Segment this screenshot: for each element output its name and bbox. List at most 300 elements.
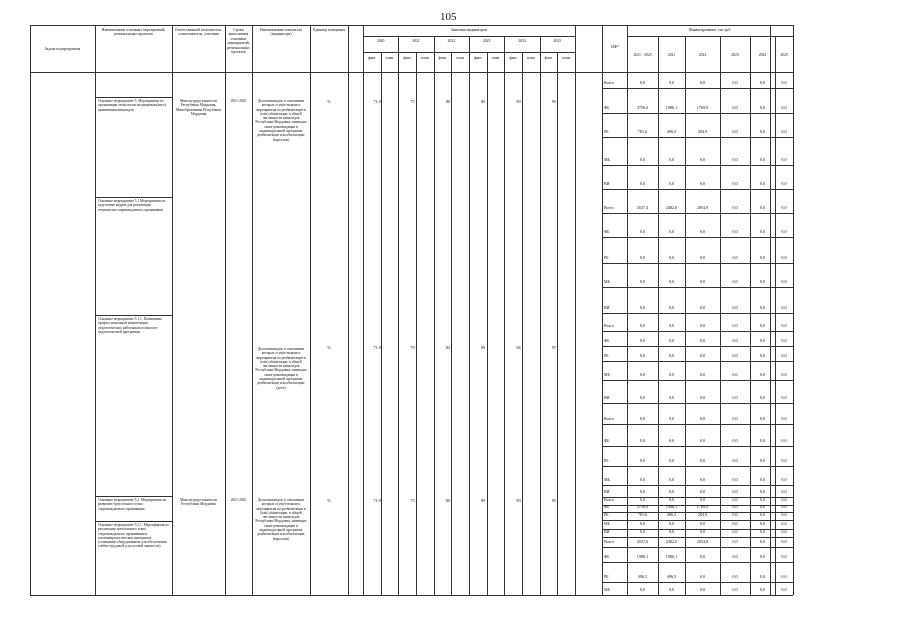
- finance-value: 2482,6: [665, 539, 678, 544]
- finance-value: 0,0: [781, 504, 787, 509]
- finance-source-label: ФБ: [604, 438, 610, 443]
- column-rule: [398, 36, 399, 595]
- finance-value: 0,0: [668, 372, 675, 377]
- finance-value: 284,9: [697, 129, 708, 134]
- finance-value: 0,0: [781, 521, 787, 526]
- header-values-group: Значения индикаторов: [450, 28, 488, 32]
- finance-value: 0,0: [639, 497, 646, 502]
- finance-value: 0,0: [699, 305, 706, 310]
- finance-value: 0,0: [668, 229, 675, 234]
- finance-value: 0,0: [732, 489, 738, 494]
- sub-header-plan: план: [456, 56, 464, 60]
- finance-value: 0,0: [699, 489, 706, 494]
- finance-value: 2482,6: [665, 205, 678, 210]
- terms-text: 2021-2025: [230, 498, 247, 502]
- finance-value: 0,0: [668, 353, 675, 358]
- indicator-value: 85: [481, 498, 486, 503]
- finance-value: 0,0: [759, 181, 766, 186]
- finance-value: 0,0: [781, 105, 787, 110]
- terms-text: 2021-2025: [230, 99, 247, 103]
- indicator-name: Доля инвалидов, в отношении которых осуществлялись мероприятия по реабилитации в (или) абилитации, в общей численности инвалидов Республики Мордовия, имеющих такие рекомендации в индивидуальной программе реабилитации или абилитации (взрослые): [255, 99, 307, 142]
- finance-value: 0,0: [699, 338, 706, 343]
- finance-value: 0,0: [639, 353, 646, 358]
- finance-value: 0,0: [781, 205, 787, 210]
- column-rule: [469, 36, 470, 595]
- column-rule: [504, 36, 505, 595]
- finance-value: 0,0: [759, 338, 766, 343]
- measure-name: Основное мероприятие 5.1.1. Повышение профессиональной компетенции педагогических работников психолого-педагогической программы: [98, 317, 162, 334]
- finance-value: 0,0: [699, 279, 706, 284]
- finance-value: 0,0: [732, 416, 738, 421]
- finance-value: 781,6: [637, 129, 648, 134]
- finance-value: 0,0: [759, 416, 766, 421]
- value-year-header: 2022: [447, 39, 456, 43]
- finance-value: 0,0: [668, 458, 675, 463]
- finance-value: 0,0: [759, 353, 766, 358]
- finance-source-label: Всего: [604, 497, 614, 502]
- finance-source-label: ВИ: [604, 529, 610, 534]
- finance-value: 0,0: [732, 80, 738, 85]
- finance-value: 0,0: [781, 539, 787, 544]
- sub-header-plan: план: [527, 56, 535, 60]
- finance-value: 0,0: [759, 574, 766, 579]
- finance-value: 0,0: [759, 529, 766, 534]
- column-rule: [451, 52, 452, 595]
- sub-header-fact: факт: [474, 56, 482, 60]
- row-rule: [602, 287, 793, 288]
- finance-source-label: Всего: [604, 416, 614, 421]
- column-rule: [602, 25, 603, 595]
- finance-value: 3756,0: [636, 105, 649, 110]
- indicator-value: 89: [481, 345, 486, 350]
- finance-value: 0,0: [781, 497, 787, 502]
- finance-value: 0,0: [732, 255, 738, 260]
- indicator-value: 90: [516, 99, 521, 104]
- finance-value: 0,0: [781, 323, 787, 328]
- finance-value: 0,0: [759, 323, 766, 328]
- header-task: Задача подпрограммы: [44, 47, 81, 51]
- finance-value: 0,0: [639, 372, 646, 377]
- finance-value: 0,0: [732, 279, 738, 284]
- column-rule: [540, 36, 541, 595]
- finance-value: 0,0: [668, 181, 675, 186]
- finance-value: 0,0: [732, 353, 738, 358]
- finance-value: 0,0: [759, 477, 766, 482]
- finance-value: 0,0: [639, 279, 646, 284]
- indicator-value: 80: [445, 99, 450, 104]
- row-rule: [602, 485, 793, 486]
- value-year-header: 2020: [376, 39, 385, 43]
- finance-source-label: ФБ: [604, 504, 610, 509]
- finance-value: 0,0: [781, 372, 787, 377]
- row-rule: [602, 165, 793, 166]
- finance-value: 0,0: [759, 255, 766, 260]
- finance-value: 284,9: [697, 512, 708, 517]
- executor-name: Минсоцтруда-занятости Республики Мордовия: [179, 498, 217, 507]
- indicator-value: 71,9: [373, 345, 381, 350]
- measure-name: Основное мероприятие 5. Мероприятия по организации технологии посредником(ного) применения инвалидов: [98, 99, 166, 112]
- finance-value: 0,0: [668, 489, 675, 494]
- finance-value: 0,0: [781, 587, 787, 592]
- row-rule: [627, 36, 793, 37]
- finance-value: 0,0: [759, 521, 766, 526]
- row-rule: [602, 263, 793, 264]
- finance-value: 0,0: [668, 323, 675, 328]
- finance-value: 0,0: [732, 539, 738, 544]
- sub-header-fact: факт: [438, 56, 447, 60]
- finance-value: 496,5: [666, 574, 677, 579]
- finance-value: 0,0: [759, 105, 766, 110]
- finance-value: 0,0: [781, 438, 787, 443]
- finance-value: 0,0: [759, 129, 766, 134]
- row-rule: [602, 137, 793, 138]
- finance-value: 4537,6: [636, 539, 649, 544]
- measure-name: Основное мероприятие 5.2. Мероприятия по развитию трехэтапного этапа сопровождаемого проживания: [98, 498, 167, 511]
- finance-source-label: МБ: [604, 477, 610, 482]
- finance-source-label: МБ: [604, 587, 610, 592]
- finance-value: 0,0: [639, 338, 646, 343]
- sub-header-plan: план: [421, 56, 429, 60]
- finance-source-label: ФБ: [604, 554, 610, 559]
- finance-value: 0,0: [732, 305, 738, 310]
- finance-source-label: РБ: [604, 353, 609, 358]
- finance-value: 0,0: [699, 255, 706, 260]
- header-unit: Единица измерения: [313, 28, 345, 32]
- finance-source-label: РБ: [604, 458, 609, 463]
- finance-value: 0,0: [781, 512, 787, 517]
- finance-value: 0,0: [639, 80, 646, 85]
- finance-source-label: МБ: [604, 279, 610, 284]
- finance-value: 0,0: [639, 305, 646, 310]
- finance-value: 0,0: [639, 416, 646, 421]
- indicator-unit: %: [327, 498, 331, 503]
- indicator-name: Доля инвалидов, в отношении которых осуществлялись мероприятия по реабилитации в (или) абилитации, в общей численности инвалидов Республики Мордовия, имеющих такие рекомендации в индивидуальной программе реабилитации или абилитации (взрослые): [255, 498, 307, 541]
- finance-value: 0,0: [639, 395, 646, 400]
- finance-source-label: ФБ: [604, 105, 610, 110]
- row-rule: [602, 113, 793, 114]
- finance-value: 0,0: [732, 529, 738, 534]
- row-rule: [95, 496, 172, 497]
- finance-value: 0,0: [781, 338, 787, 343]
- finance-value: 0,0: [781, 229, 787, 234]
- value-year-header: 2023: [482, 39, 491, 43]
- finance-value: 0,0: [668, 255, 675, 260]
- row-rule: [602, 380, 793, 381]
- indicator-value: 94: [516, 345, 521, 350]
- finance-source-label: РБ: [604, 574, 609, 579]
- finance-value: 1986,1: [665, 504, 678, 509]
- row-rule: [602, 547, 793, 548]
- sub-header-plan: план: [491, 56, 500, 60]
- finance-value: 0,0: [639, 255, 646, 260]
- finance-value: 0,0: [639, 438, 646, 443]
- finance-year-header: 2024: [758, 53, 767, 57]
- finance-value: 0,0: [759, 229, 766, 234]
- column-rule: [627, 25, 628, 595]
- finance-value: 0,0: [699, 416, 706, 421]
- finance-source-label: ВИ: [604, 489, 610, 494]
- header-measure: Наименование основных мероприятий, региональных проектов: [101, 28, 166, 37]
- finance-value: 0,0: [732, 395, 738, 400]
- row-rule: [602, 595, 793, 596]
- finance-value: 0,0: [668, 416, 675, 421]
- column-rule: [381, 52, 382, 595]
- sub-header-plan: план: [562, 56, 570, 60]
- measure-name: Основное мероприятие 5.1 Мероприятия по подготовке кадров для реализации технологии сопровождаемого проживания: [98, 199, 166, 212]
- finance-value: 0,0: [759, 497, 766, 502]
- sub-header-fact: факт: [403, 56, 411, 60]
- finance-source-label: МБ: [604, 157, 610, 162]
- row-rule: [95, 315, 172, 316]
- finance-year-header: 2025: [780, 53, 788, 57]
- indicator-value: 75: [410, 99, 415, 104]
- indicator-value: 71,9: [373, 498, 381, 503]
- finance-value: 0,0: [732, 105, 738, 110]
- row-rule: [602, 331, 793, 332]
- indicator-value: 95: [551, 498, 556, 503]
- finance-source-label: РБ: [604, 512, 609, 517]
- finance-value: 0,0: [639, 477, 646, 482]
- finance-value: 0,0: [668, 521, 675, 526]
- finance-value: 0,0: [699, 458, 706, 463]
- column-rule: [225, 25, 226, 595]
- finance-value: 0,0: [732, 458, 738, 463]
- column-rule: [557, 52, 558, 595]
- finance-value: 0,0: [781, 80, 787, 85]
- indicator-unit: %: [327, 99, 331, 104]
- finance-value: 1769,9: [696, 105, 709, 110]
- finance-value: 0,0: [781, 181, 787, 186]
- finance-value: 0,0: [781, 279, 787, 284]
- row-rule: [602, 466, 793, 467]
- indicator-name: Доля инвалидов, в отношении которых осуществлялись мероприятия по реабилитации в (или) абилитации, в общей численности инвалидов Республики Мордовия, имеющих такие рекомендации в индивидуальной программе реабилитации или абилитации (дети): [255, 347, 307, 390]
- finance-value: 0,0: [732, 574, 738, 579]
- finance-value: 0,0: [759, 279, 766, 284]
- row-rule: [602, 189, 793, 190]
- finance-value: 0,0: [699, 229, 706, 234]
- finance-source-label: ВИ: [604, 305, 610, 310]
- finance-value: 0,0: [732, 438, 738, 443]
- finance-value: 1986,1: [665, 554, 678, 559]
- finance-value: 0,0: [732, 512, 738, 517]
- finance-value: 0,0: [732, 129, 738, 134]
- finance-value: 496,5: [666, 129, 677, 134]
- finance-value: 0,0: [699, 497, 706, 502]
- finance-value: 0,0: [781, 129, 787, 134]
- finance-year-header: 2023: [731, 53, 739, 57]
- finance-value: 0,0: [732, 372, 738, 377]
- finance-value: 0,0: [732, 181, 738, 186]
- finance-value: 0,0: [781, 416, 787, 421]
- finance-value: 0,0: [781, 458, 787, 463]
- finance-value: 0,0: [759, 395, 766, 400]
- finance-value: 0,0: [639, 521, 646, 526]
- row-rule: [602, 446, 793, 447]
- finance-value: 0,0: [759, 458, 766, 463]
- row-rule: [602, 424, 793, 425]
- header-src: ИФ*: [611, 45, 619, 49]
- finance-value: 0,0: [781, 353, 787, 358]
- sub-header-fact: факт: [544, 56, 553, 60]
- column-rule: [575, 25, 576, 595]
- finance-source-label: Всего: [604, 205, 614, 210]
- row-rule: [602, 537, 793, 538]
- finance-value: 0,0: [781, 395, 787, 400]
- finance-source-label: РБ: [604, 129, 609, 134]
- column-rule: [522, 52, 523, 595]
- indicator-value: 80: [445, 498, 450, 503]
- finance-value: 0,0: [759, 554, 766, 559]
- finance-value: 0,0: [668, 438, 675, 443]
- finance-value: 0,0: [759, 504, 766, 509]
- column-rule: [310, 25, 311, 595]
- value-year-header: 2025: [553, 39, 562, 43]
- finance-value: 0,0: [732, 338, 738, 343]
- finance-value: 0,0: [732, 497, 738, 502]
- finance-source-label: ФБ: [604, 229, 610, 234]
- finance-value: 0,0: [639, 587, 646, 592]
- row-rule: [602, 88, 793, 89]
- finance-value: 0,0: [759, 539, 766, 544]
- column-rule: [252, 25, 253, 595]
- finance-source-label: Всего: [604, 80, 614, 85]
- finance-year-header: 2022: [698, 53, 707, 57]
- finance-value: 1769,9: [696, 504, 709, 509]
- finance-value: 0,0: [732, 205, 738, 210]
- header-indicator: Наименование показателя (индикатора): [259, 28, 303, 37]
- finance-value: 0,0: [759, 438, 766, 443]
- finance-value: 0,0: [759, 305, 766, 310]
- finance-value: 0,0: [781, 255, 787, 260]
- header-finance-group: Финансирование, тыс.руб.: [688, 28, 732, 32]
- indicator-value: 79: [410, 345, 415, 350]
- finance-value: 781,6: [637, 512, 648, 517]
- indicator-value: 97: [551, 345, 556, 350]
- finance-value: 0,0: [732, 504, 738, 509]
- finance-value: 0,0: [639, 529, 646, 534]
- finance-year-header: 2021 - 2025: [633, 53, 652, 57]
- finance-source-label: Всего: [604, 539, 614, 544]
- finance-value: 0,0: [699, 323, 706, 328]
- column-rule: [30, 25, 31, 595]
- row-rule: [602, 403, 793, 404]
- finance-source-label: Всего: [604, 323, 614, 328]
- finance-value: 0,0: [699, 372, 706, 377]
- finance-value: 0,0: [759, 80, 766, 85]
- sub-header-plan: план: [385, 56, 394, 60]
- column-rule: [770, 25, 771, 595]
- finance-value: 0,0: [759, 157, 766, 162]
- finance-value: 0,0: [699, 587, 706, 592]
- row-rule: [30, 72, 793, 73]
- finance-value: 0,0: [668, 529, 675, 534]
- finance-source-label: РБ: [604, 255, 609, 260]
- finance-value: 0,0: [639, 489, 646, 494]
- row-rule: [602, 213, 793, 214]
- row-rule: [95, 521, 172, 522]
- finance-value: 0,0: [759, 489, 766, 494]
- value-year-header: 2021: [412, 39, 420, 43]
- header-executor: Ответственный исполнитель, соисполнитель, участник: [174, 28, 223, 37]
- finance-value: 0,0: [781, 574, 787, 579]
- finance-value: 0,0: [668, 338, 675, 343]
- finance-value: 0,0: [639, 458, 646, 463]
- finance-value: 0,0: [759, 512, 766, 517]
- finance-source-label: ВИ: [604, 181, 610, 186]
- column-rule: [363, 25, 364, 595]
- finance-value: 0,0: [781, 157, 787, 162]
- indicator-value: 85: [481, 99, 486, 104]
- row-rule: [95, 197, 172, 198]
- finance-value: 0,0: [732, 229, 738, 234]
- finance-year-header: 2021: [667, 53, 676, 57]
- finance-value: 0,0: [759, 587, 766, 592]
- indicator-value: 90: [516, 498, 521, 503]
- finance-value: 0,0: [699, 353, 706, 358]
- finance-value: 0,0: [699, 477, 706, 482]
- row-rule: [602, 361, 793, 362]
- column-rule: [434, 36, 435, 595]
- row-rule: [602, 313, 793, 314]
- finance-value: 0,0: [639, 157, 646, 162]
- finance-value: 0,0: [781, 554, 787, 559]
- value-year-header: 2024: [518, 39, 526, 43]
- finance-value: 0,0: [699, 554, 706, 559]
- finance-value: 0,0: [781, 477, 787, 482]
- finance-source-label: ФБ: [604, 338, 610, 343]
- finance-value: 0,0: [699, 181, 706, 186]
- page-number: 105: [440, 11, 457, 23]
- row-rule: [30, 25, 793, 26]
- finance-value: 0,0: [699, 574, 706, 579]
- finance-value: 0,0: [759, 372, 766, 377]
- row-rule: [602, 346, 793, 347]
- finance-source-label: МБ: [604, 521, 610, 526]
- finance-value: 3756,0: [636, 504, 649, 509]
- indicator-unit: %: [327, 345, 331, 350]
- finance-value: 0,0: [759, 205, 766, 210]
- finance-value: 0,0: [781, 305, 787, 310]
- finance-value: 0,0: [668, 477, 675, 482]
- finance-value: 4537,4: [636, 205, 649, 210]
- finance-value: 0,0: [732, 521, 738, 526]
- finance-value: 0,0: [668, 80, 675, 85]
- column-rule: [487, 52, 488, 595]
- finance-value: 0,0: [668, 279, 675, 284]
- indicator-value: 95: [551, 99, 556, 104]
- finance-value: 0,0: [699, 395, 706, 400]
- finance-value: 0,0: [699, 529, 706, 534]
- finance-value: 0,0: [699, 80, 706, 85]
- finance-value: 0,0: [781, 489, 787, 494]
- finance-value: 0,0: [668, 395, 675, 400]
- row-rule: [602, 237, 793, 238]
- indicator-value: 71,9: [373, 99, 381, 104]
- finance-value: 1986,1: [665, 105, 678, 110]
- finance-value: 0,0: [668, 587, 675, 592]
- finance-value: 0,0: [668, 497, 675, 502]
- row-rule: [602, 562, 793, 563]
- indicator-value: 75: [410, 498, 415, 503]
- finance-value: 0,0: [732, 477, 738, 482]
- column-rule: [172, 25, 173, 595]
- finance-value: 0,0: [668, 305, 675, 310]
- finance-value: 0,0: [699, 521, 706, 526]
- finance-value: 0,0: [699, 438, 706, 443]
- finance-value: 2054,9: [696, 205, 709, 210]
- finance-source-label: ВИ: [604, 395, 610, 400]
- column-rule: [416, 52, 417, 595]
